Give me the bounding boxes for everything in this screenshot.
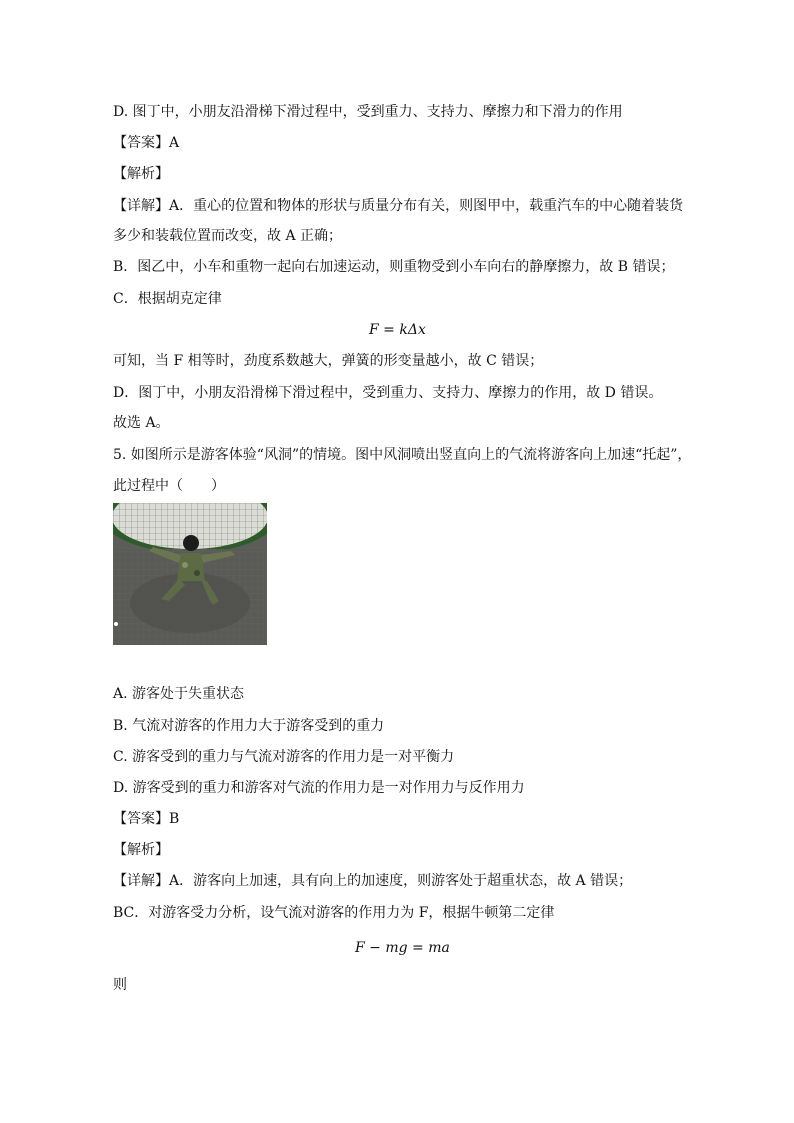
- analysis-label: 【解析】: [113, 842, 169, 858]
- detail-text: 【详解】A．游客向上加速，具有向上的加速度，则游客处于超重状态，故 A 错误；: [113, 873, 633, 889]
- question-stem: 5. 如图所示是游客体验“风洞”的情境。图中风洞喷出竖直向上的气流将游客向上加速“托起”，: [113, 447, 692, 463]
- detail-text: 【详解】A．重心的位置和物体的形状与质量分布有关，则图甲中，载重汽车的中心随着装货: [113, 198, 684, 214]
- detail-text: 可知，当 F 相等时，劲度系数越大，弹簧的形变量越小，故 C 错误；: [113, 353, 544, 369]
- option-a: A. 游客处于失重状态: [113, 686, 245, 702]
- detail-text: B．图乙中，小车和重物一起向右加速运动，则重物受到小车向右的静摩擦力，故 B 错误；: [113, 259, 675, 275]
- option-b: B. 气流对游客的作用力大于游客受到的重力: [113, 718, 385, 734]
- conclusion: 故选 A。: [113, 415, 170, 431]
- prev-option-d: D. 图丁中，小朋友沿滑梯下滑过程中，受到重力、支持力、摩擦力和下滑力的作用: [113, 104, 623, 120]
- option-d: D. 游客受到的重力和游客对气流的作用力是一对作用力与反作用力: [113, 780, 525, 796]
- analysis-label: 【解析】: [113, 166, 169, 182]
- detail-text: 则: [113, 977, 127, 993]
- detail-text: C．根据胡克定律: [113, 291, 222, 307]
- detail-text: D．图丁中，小朋友沿滑梯下滑过程中，受到重力、支持力、摩擦力的作用，故 D 错误。: [113, 385, 663, 401]
- answer-label: 【答案】A: [113, 135, 180, 151]
- answer-label: 【答案】B: [113, 811, 180, 827]
- hooke-formula: F = kΔx: [369, 322, 426, 338]
- newton-formula: F − mg = ma: [355, 940, 450, 956]
- option-c: C. 游客受到的重力与气流对游客的作用力是一对平衡力: [113, 749, 455, 765]
- wind-tunnel-illustration: [113, 503, 267, 645]
- wind-tunnel-photo: [113, 503, 267, 645]
- detail-text: 多少和装载位置而改变，故 A 正确；: [113, 228, 343, 244]
- question-stem: 此过程中（ ）: [113, 478, 225, 494]
- detail-text: BC．对游客受力分析，设气流对游客的作用力为 F，根据牛顿第二定律: [113, 905, 555, 921]
